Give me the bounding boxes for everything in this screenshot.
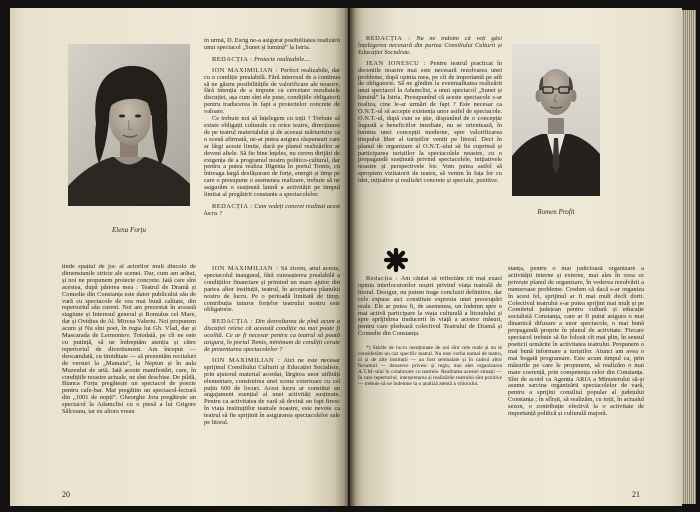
asterisk-icon (382, 246, 410, 274)
paragraph (358, 276, 502, 338)
paragraph (204, 116, 340, 199)
page-edges-stack (682, 10, 696, 504)
photo-caption-woman: Elena Forțu (111, 226, 147, 234)
question-text: Cum vedeți concret realizat acest lucru ? (204, 202, 340, 217)
question-text: Nu ne îndoim că veți găsi înțelegerea necesară din partea Consiliului Culturii și Educației Socialiste. (358, 36, 502, 56)
portrait-woman-image (68, 44, 190, 206)
portrait-man-image (512, 44, 600, 196)
paragraph (204, 266, 340, 314)
asterisk-ornament (382, 246, 410, 274)
paragraph (204, 68, 340, 116)
left-page-lower-right-column (204, 266, 340, 480)
portrait-photo-man (512, 44, 600, 196)
paragraph (62, 264, 196, 416)
question-text: Proiecte realizabile.... (253, 55, 311, 63)
right-page (350, 8, 682, 506)
speaker-label: Redacția : (366, 276, 399, 282)
photo-caption-man: Romen Profit (537, 208, 575, 216)
speaker-label: ION MAXIMILIAN : (212, 356, 281, 364)
question-paragraph (204, 204, 340, 218)
left-page-top-column (204, 38, 340, 262)
speaker-label: REDACȚIA : (366, 36, 411, 42)
paragraph-text: tinde spațiul de joc al actorilor mult dincolo de dimensiunile stricte ale scenei. Dar, cum am arătat, și noi ne propunem proiecte concrete. Iată care sînt acestea, după părerea mea : Teatrul de Dramă și Comedie din Constanța este dator publicului său de vară cu spectacole de cea mai bună calitate, din repertoriul său curent. Noi am prezentat în această stagiune și Interesul general și Romulus cel Mare, dar și Ovidius de Al. Mircea Valeriu. Noi propunem acum și Nu sînt poet, în regia lui Gh. Vlad, dar și Mascarada de Lermontov. Totodată, pe cît ne este cu putință, să ne îndreptăm atenția și către repertoriul de divertisment. Am început — deocamdată, cu timiditate — să prezentăm recitaluri de versuri la „Mamaia”, la Neptun și în aula Muzeului de artă. Iată aceste manifestări, care, în condițiile noastre actuale, ne sînt deschise. De pildă, Bianca Forțu pregătește un spectacol de poezie pentru cafe-bar. Mai pregătim un spectacol-lectură din „1001 de nopți”. Gheorghe Jora pregătește un spectacol la Adamclisi cu o piesă a lui Grigore Sălceanu, iar eu altora vreau (62, 264, 196, 416)
paragraph-text: Aici ne este necesar sprijinul Consiliului Culturii și Educației Socialiste, prin ajutorul material acordat, lărgirea unor utilități elementare, construirea unei scene exterioare cu cel puțin 600 de locuri. Acest lucru ar constitui un angajament esențial al unei activități susținute. Pentru ca activitatea de vară să devină un fapt firesc în viața instituțiilor teatrale noastre, este nevoie ca teatrul să fie sprijinit în asigurarea spectacolelor sale pe litoral. (204, 356, 340, 427)
paragraph-text: Ce trebuie noi să înțelegem cu toții ? Trebuie să existe obligații culturale cu orice teatru, direcțiunea de pe teatrul materialului și de aceeași mărturisire ca o scenă afirmată, ne-ar putea asigura răspunsuri care ar lărgi aceste limite, dacă pe planul realizărilor ar deveni altele. Să fie bine înțeles, nu cerem dirijări de exigența de a programul nostru politico-cultural, dar pentru a putea realiza Ifigenia în portul Tomis, cu întreaga largă desfășurare de forțe, energii și timp pe care o presupune o asemenea realizare, trebuie să ne asigurăm o susținută latură a activității pe timpul limitat al pregătirii constante a spectacolelor. (204, 115, 340, 199)
speaker-label: JEAN IONESCU : (366, 59, 427, 67)
left-page-lower-left-column (62, 264, 196, 488)
speaker-label: REDACȚIA : (212, 55, 253, 63)
paragraph (508, 266, 644, 418)
paragraph-text: în urmă, D. Esrig ne-a asigurat posibilitatea realizării unui spectacol „Sunet și lumină” la Istria. (204, 38, 340, 51)
left-page (10, 8, 348, 506)
portrait-photo-woman (68, 44, 190, 206)
paragraph (358, 61, 502, 185)
paragraph-text: Am căutat să reflectăm cît mai exact opinia interlocutorilor noștri privind viața teatrală de litoral. Desigur, nu putem trage concluzii definitive, dar cele expuse aici constituie expresia unei preocupări reale. Ele ar putea fi, de asemenea, un îndemn spre o mai activă participare la viața culturală a litoralului și spre sprijinirea traducerii în viață a acestor măsuri, pentru care pledează colectivul Teatrului de Dramă și Comedie din Constanța. (358, 276, 502, 338)
page-number-right: 21 (632, 490, 640, 499)
footnote: *) Stările de lucru menționate de noi sînt cele reale și nu le considerăm un caz specific teatral. Nu este vorba numai de teatru, ci și de alte instituții — au fost semnalate și în cadrul altor forumuri — deoarece privesc și regia, mai ales organizarea A.T.M.-ului în colaborare cu teatrele. Realitatea acestei situații — în care repertoriul, interpretarea și realizările teatrului sînt pozitive — trebuie să ne îndemne la o analiză atentă a viitorului. (358, 345, 502, 387)
question-paragraph (204, 57, 340, 64)
speaker-label: REDACȚIA : (212, 202, 253, 210)
paragraph (204, 358, 340, 427)
question-paragraph (204, 319, 340, 354)
paragraph-text: Perfect realizabile, dar cu o condiție prealabilă. Fără interesul de a continua să ne găsim posibilitățile de valorificare ale noastre, fără intenția de a impune ca cercetare rezultatele discuției, așa cum sînt ele puse, condițiile obligatorii pentru traducerea în fapt a proiectelor concrete de valoare. (204, 66, 340, 116)
speaker-label: REDACȚIA : (212, 318, 253, 326)
page-number-left: 20 (62, 490, 70, 499)
right-page-lower-left-column (358, 276, 502, 482)
speaker-label: ION MAXIMILIAN : (212, 266, 279, 272)
right-page-top-column (358, 36, 502, 260)
paragraph-text: Să zicem, anul acesta, spectacolul inaugural, fără cunoașterea prealabilă a condițiilor financiare și primind un mare ajutor din partea altor instituții, teatrul, în acceptarea planului nostru de lucru. Pe o perioadă limitată de timp, contribuția tuturor forțelor teatrului nostru este obligatorie. (204, 266, 340, 314)
question-paragraph (358, 36, 502, 57)
question-text: Din dezvoltarea de pînă acum a discuției reiese că această condiție nu mai poate fi ocolită. Ce ar fi necesar pentru ca teatrul să poată asigura, în portul Tomis, minimum de condiții cerute de prezentarea spectacolelor ? (204, 318, 340, 353)
right-page-lower-right-column (508, 266, 644, 482)
paragraph (204, 38, 340, 52)
paragraph-text: stanța, pentru o mai judicioasă organizare a activității interne și externe, mai ales în ceea ce privește planul de organizare, în vederea rezolvării a numeroase probleme. Credem că dacă s-ar organiza în acest fel, sprijinul ar fi mai mult decît dorit. Colectivul teatrului s-ar putea sprijini mai mult și pe Comitetul județean pentru cultură și educație socialistă Constanța, care ar fi putut asigura o mai dinamică difuzare a unor spectacole, o mai bună propagandă proprie în planul de activitate. Fiecare spectacol trebuie să fie folosit cît mai plin, în sensul poeticii urmărite în activitatea teatrului. Propunem o mai bună informare a turiștilor. Atunci am avea o mai bogată programare. Este acum timpul ca, prin măsurile pe care le propunem, să realizăm o mai mare coerență, prin competența celor din Constanța. Sînt de acord ca Agenția ARIA a Ministerului să-și asume sarcina organizării spectacolelor de vară, pentru a sprijini consiliul popular al județului Constanța ; în sfîrșit, să realizăm, cu toții, în actualul sezon, o contribuție efectivă la o activitate de importanță politică și culturală majoră. (508, 266, 644, 418)
book-gutter (344, 8, 356, 506)
paragraph-text: Pentru teatrul practicat în deceniile noastre mai este necesară rezolvarea unei probleme, după opinia mea, pe cît de importantă pe atît de obligatorie. Să ne gîndim la eventualitatea realizării unui spectacol la Adamclisi, a unui spectacol „Sunet și lumină” la Istria. Presupunînd că aceste spectacole s-ar realiza, cine le-ar urmări de fapt ? Este necesar ca O.N.T.-ul să accepte existența unor astfel de spectacole. O.N.T.-ul, după cum se știe, dispunînd de o concepție îngustă a beneficiilor imediate, nu se orientează, în lumina unei concepții moderne, spre valorificarea timpului liber al turiștilor veniți pe litoral. Deci în planul de organizare al O.N.T.-ului să fie cuprinsă și participarea turiștilor la spectacolele noastre, cu o propagandă susținută privind spectacolele, inițiativele noastre și perspectivele lor. Vom putea astfel să apropiem vizitatorii de teatru, să venim în fața lor cu idei, inițiative și realizări concrete și speciale, pozitive. (358, 59, 502, 185)
speaker-label: ION MAXIMILIAN : (212, 66, 279, 74)
